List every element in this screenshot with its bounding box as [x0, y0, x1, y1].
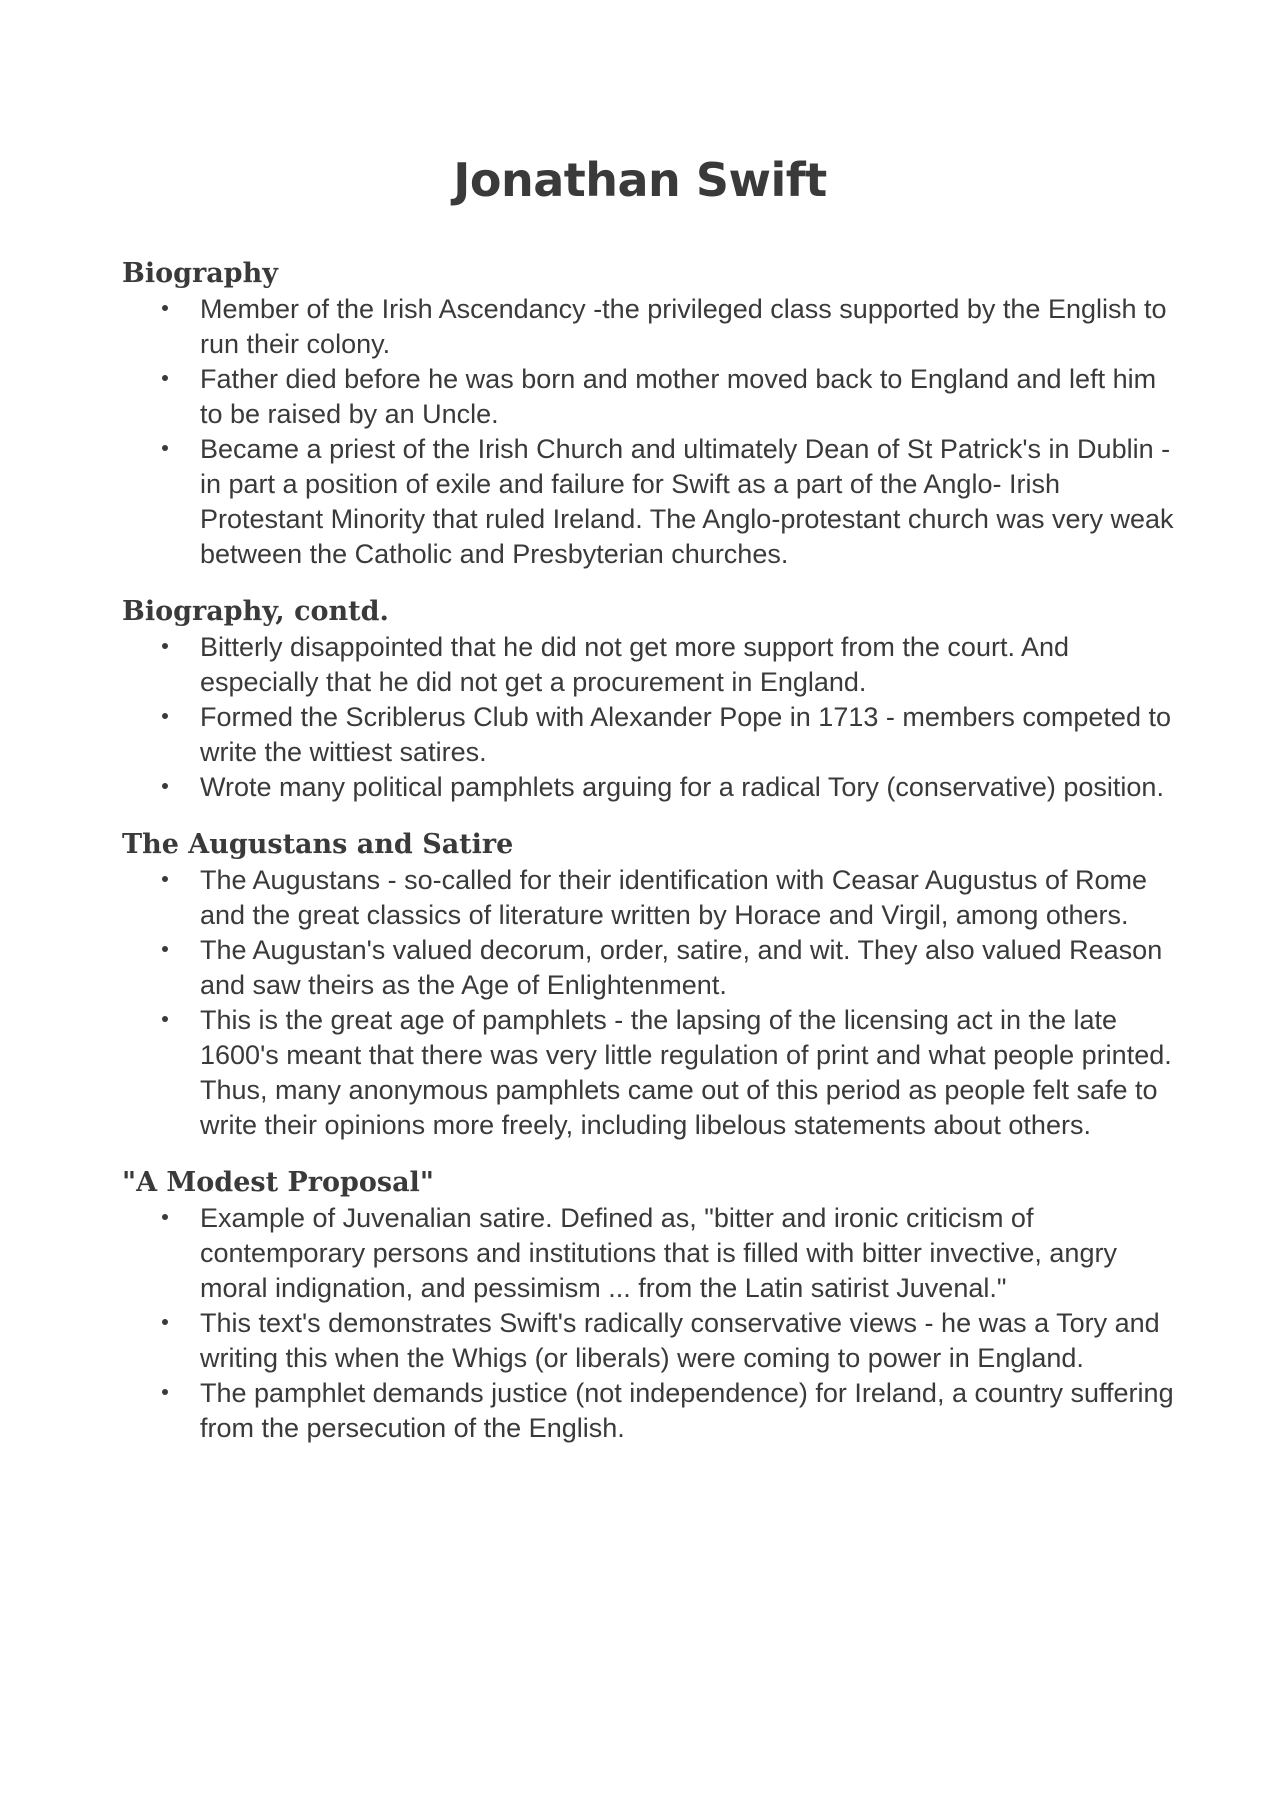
list-item-text: The Augustans - so-called for their identification with Ceasar Augustus of Rome and the great classics of literature written by Horace and Virgil, among others.	[200, 865, 1147, 930]
document-body	[122, 256, 1182, 1468]
section-biography-contd	[122, 594, 1182, 805]
bullet-list	[122, 292, 1182, 572]
list-item	[122, 630, 1182, 700]
bullet-icon	[162, 876, 168, 882]
list-item	[122, 770, 1182, 805]
list-item-text: This text's demonstrates Swift's radically conservative views - he was a Tory and writing this when the Whigs (or liberals) were coming to power in England.	[200, 1308, 1160, 1373]
section-heading: "A Modest Proposal"	[122, 1167, 434, 1198]
list-item-text: Example of Juvenalian satire. Defined as, "bitter and ironic criticism of contemporary persons and institutions that is filled with bitter invective, angry moral indignation, and pessimism ... from the Latin satirist Juvenal."	[200, 1203, 1117, 1303]
bullet-icon	[162, 783, 168, 789]
section-modest-proposal	[122, 1165, 1182, 1446]
list-item-text: Bitterly disappointed that he did not get more support from the court. And especially that he did not get a procurement in England.	[200, 632, 1070, 697]
list-item	[122, 1201, 1182, 1306]
bullet-icon	[162, 946, 168, 952]
list-item	[122, 362, 1182, 432]
list-item-text: The pamphlet demands justice (not independence) for Ireland, a country suffering from the persecution of the English.	[200, 1378, 1174, 1443]
list-item	[122, 933, 1182, 1003]
bullet-list	[122, 630, 1182, 805]
bullet-icon	[162, 375, 168, 381]
list-item	[122, 863, 1182, 933]
list-item	[122, 292, 1182, 362]
document-title: Jonathan Swift	[453, 153, 827, 207]
list-item-text: Became a priest of the Irish Church and ultimately Dean of St Patrick's in Dublin - in part a position of exile and failure for Swift as a part of the Anglo- Irish Protestant Minority that ruled Ireland. The Anglo-protestant church was very weak between the Catholic and Presbyterian churches.	[200, 434, 1174, 569]
bullet-icon	[162, 1389, 168, 1395]
bullet-icon	[162, 643, 168, 649]
list-item-text: Formed the Scriblerus Club with Alexander Pope in 1713 - members competed to write the wittiest satires.	[200, 702, 1171, 767]
bullet-icon	[162, 1319, 168, 1325]
list-item	[122, 1376, 1182, 1446]
bullet-icon	[162, 1016, 168, 1022]
list-item-text: Member of the Irish Ascendancy -the privileged class supported by the English to run their colony.	[200, 294, 1167, 359]
section-heading: Biography, contd.	[122, 596, 389, 627]
list-item	[122, 1306, 1182, 1376]
bullet-icon	[162, 305, 168, 311]
list-item	[122, 700, 1182, 770]
list-item-text: Father died before he was born and mother moved back to England and left him to be raised by an Uncle.	[200, 364, 1157, 429]
bullet-list	[122, 1201, 1182, 1446]
list-item	[122, 1003, 1182, 1143]
bullet-icon	[162, 1214, 168, 1220]
section-augustans-and-satire	[122, 827, 1182, 1143]
section-biography	[122, 256, 1182, 572]
bullet-icon	[162, 713, 168, 719]
list-item	[122, 432, 1182, 572]
section-heading: The Augustans and Satire	[122, 829, 514, 860]
bullet-list	[122, 863, 1182, 1143]
list-item-text: The Augustan's valued decorum, order, satire, and wit. They also valued Reason and saw theirs as the Age of Enlightenment.	[200, 935, 1163, 1000]
section-heading: Biography	[122, 258, 278, 289]
bullet-icon	[162, 445, 168, 451]
list-item-text: This is the great age of pamphlets - the lapsing of the licensing act in the late 1600's meant that there was very little regulation of print and what people printed. Thus, many anonymous pamphlets came out of this period as people felt safe to write their opinions more freely, including libelous statements about others.	[200, 1005, 1172, 1140]
list-item-text: Wrote many political pamphlets arguing for a radical Tory (conservative) position.	[200, 772, 1164, 802]
